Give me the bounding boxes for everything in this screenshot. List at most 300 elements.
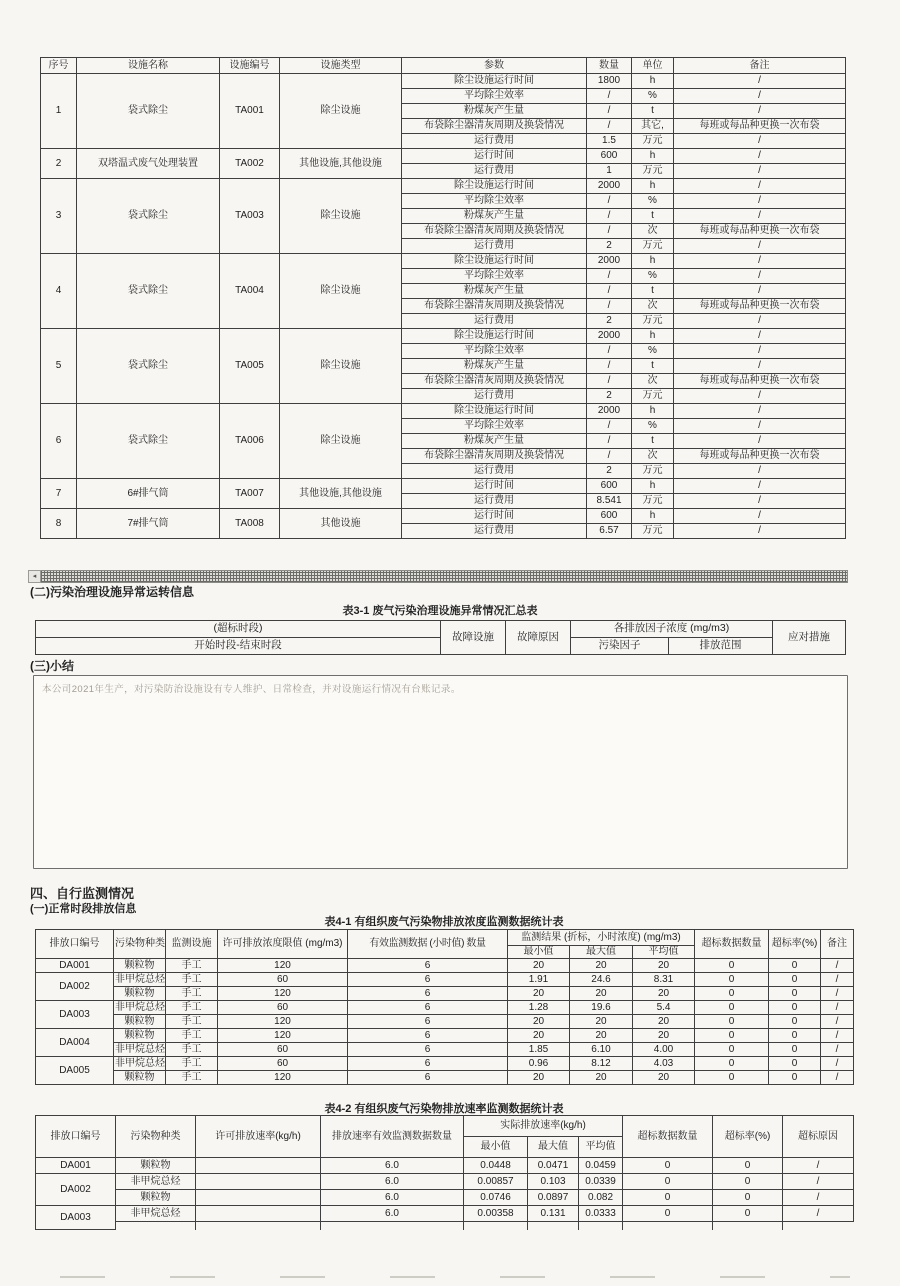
param-cell: 600	[587, 509, 632, 524]
value-cell: 手工	[166, 1057, 218, 1071]
value-cell: 0	[623, 1158, 713, 1174]
table42-title: 表4-2 有组织废气污染物排放速率监测数据统计表	[324, 1103, 564, 1115]
param-cell: /	[587, 269, 632, 284]
header-min: 最小值	[464, 1137, 528, 1158]
param-cell: 平均除尘效率	[402, 89, 587, 104]
value-cell	[713, 1222, 783, 1230]
value-cell	[321, 1222, 464, 1230]
param-cell: 1.5	[587, 134, 632, 149]
header-pollutant-type: 污染物种类	[116, 1116, 196, 1158]
param-cell: 除尘设施运行时间	[402, 404, 587, 419]
value-cell: 0.0746	[464, 1190, 528, 1206]
value-cell: 0	[769, 973, 821, 987]
header-period-bottom: 开始时段-结束时段	[36, 638, 441, 655]
param-cell: 布袋除尘器清灰周期及换袋情况	[402, 119, 587, 134]
section4-heading: 四、自行监测情况	[30, 886, 135, 901]
param-cell: /	[587, 359, 632, 374]
value-cell: 120	[218, 1015, 348, 1029]
param-cell: /	[674, 404, 846, 419]
param-cell: 600	[587, 479, 632, 494]
param-cell: /	[587, 224, 632, 239]
value-cell: 6.0	[321, 1190, 464, 1206]
value-cell: 0	[695, 1015, 769, 1029]
param-cell: 万元	[632, 134, 674, 149]
value-cell: 6	[348, 987, 508, 1001]
header-avg: 平均值	[633, 946, 695, 959]
param-cell: /	[674, 134, 846, 149]
value-cell: 20	[508, 1015, 570, 1029]
param-cell: /	[674, 524, 846, 539]
param-cell: 布袋除尘器清灰周期及换袋情况	[402, 449, 587, 464]
column-header: 设施类型	[280, 58, 402, 74]
param-cell: 平均除尘效率	[402, 419, 587, 434]
value-cell: 1.91	[508, 973, 570, 987]
value-cell: /	[783, 1158, 854, 1174]
param-cell: 万元	[632, 524, 674, 539]
header-factor-group: 各排放因子浓度 (mg/m3)	[571, 621, 773, 638]
value-cell: 6.10	[570, 1043, 633, 1057]
table31-title: 表3-1 废气污染治理设施异常情况汇总表	[342, 605, 538, 617]
value-cell: 120	[218, 987, 348, 1001]
param-cell: /	[587, 344, 632, 359]
value-cell: 8.12	[570, 1057, 633, 1071]
outlet-id: DA003	[36, 1001, 114, 1029]
facility-name: 袋式除尘	[77, 74, 220, 149]
facility-name: 6#排气筒	[77, 479, 220, 509]
value-cell: 手工	[166, 1001, 218, 1015]
param-cell: /	[674, 464, 846, 479]
value-cell: 6	[348, 973, 508, 987]
param-cell: h	[632, 479, 674, 494]
param-cell: 万元	[632, 239, 674, 254]
param-cell: /	[587, 284, 632, 299]
value-cell: 0	[713, 1206, 783, 1222]
facility-table	[40, 57, 846, 539]
value-cell: 颗粒物	[114, 1071, 166, 1085]
value-cell: 颗粒物	[114, 1015, 166, 1029]
param-cell: /	[674, 344, 846, 359]
value-cell: /	[821, 1057, 854, 1071]
param-cell: 2	[587, 314, 632, 329]
facility-code: TA005	[220, 329, 280, 404]
param-cell: 运行费用	[402, 164, 587, 179]
facility-code: TA006	[220, 404, 280, 479]
value-cell: 0.0459	[579, 1158, 623, 1174]
facility-no: 3	[41, 179, 77, 254]
value-cell: 20	[570, 987, 633, 1001]
param-cell: 600	[587, 149, 632, 164]
value-cell: 20	[570, 1029, 633, 1043]
value-cell: /	[821, 1029, 854, 1043]
param-cell: /	[674, 494, 846, 509]
value-cell: 19.6	[570, 1001, 633, 1015]
param-cell: 2000	[587, 404, 632, 419]
value-cell: 0.00358	[464, 1206, 528, 1222]
value-cell: 0	[769, 1057, 821, 1071]
facility-name: 袋式除尘	[77, 179, 220, 254]
value-cell: 0	[695, 1001, 769, 1015]
param-cell: 除尘设施运行时间	[402, 329, 587, 344]
facility-code: TA007	[220, 479, 280, 509]
param-cell: 每班或每品种更换一次布袋	[674, 449, 846, 464]
value-cell: 0.96	[508, 1057, 570, 1071]
value-cell: 0	[769, 987, 821, 1001]
param-cell: /	[674, 74, 846, 89]
param-cell: 布袋除尘器清灰周期及换袋情况	[402, 374, 587, 389]
header-monitor-device: 监测设施	[166, 930, 218, 959]
value-cell: 0	[769, 1015, 821, 1029]
param-cell: 2000	[587, 179, 632, 194]
value-cell: 0.082	[579, 1190, 623, 1206]
header-result-group: 监测结果 (折标，小时浓度) (mg/m3)	[508, 930, 695, 946]
outlet-id: DA002	[36, 1174, 116, 1206]
value-cell: 60	[218, 1001, 348, 1015]
param-cell: %	[632, 269, 674, 284]
param-cell: 万元	[632, 464, 674, 479]
value-cell: 120	[218, 1071, 348, 1085]
param-cell: 运行时间	[402, 479, 587, 494]
facility-name: 7#排气筒	[77, 509, 220, 539]
value-cell: 6	[348, 1057, 508, 1071]
param-cell: 1	[587, 164, 632, 179]
param-cell: 万元	[632, 389, 674, 404]
abnormal-summary-table	[35, 620, 846, 655]
value-cell: 120	[218, 1029, 348, 1043]
header-max: 最大值	[570, 946, 633, 959]
param-cell: 粉煤灰产生量	[402, 434, 587, 449]
param-cell: t	[632, 284, 674, 299]
value-cell: 24.6	[570, 973, 633, 987]
value-cell: 0	[769, 1043, 821, 1057]
param-cell: 粉煤灰产生量	[402, 359, 587, 374]
param-cell: 次	[632, 449, 674, 464]
value-cell: 0	[623, 1190, 713, 1206]
param-cell: h	[632, 254, 674, 269]
page-edge-artifact	[60, 1276, 850, 1278]
param-cell: 运行费用	[402, 524, 587, 539]
value-cell: 60	[218, 1057, 348, 1071]
value-cell: 非甲烷总烃	[115, 1043, 165, 1055]
value-cell: 非甲烷总烃	[116, 1174, 196, 1190]
param-cell: /	[587, 449, 632, 464]
column-header: 单位	[632, 58, 674, 74]
value-cell: 手工	[166, 959, 218, 973]
summary-text: 本公司2021年生产，对污染防治设施设有专人维护、日常检查，并对设施运行情况有台账记录。	[42, 684, 461, 695]
value-cell: 6.0	[321, 1174, 464, 1190]
value-cell: 0	[623, 1174, 713, 1190]
value-cell: /	[783, 1174, 854, 1190]
value-cell: 颗粒物	[116, 1190, 196, 1206]
value-cell: 手工	[166, 1071, 218, 1085]
column-header: 备注	[674, 58, 846, 74]
param-cell: h	[632, 149, 674, 164]
value-cell: 5.4	[633, 1001, 695, 1015]
value-cell	[196, 1222, 321, 1230]
param-cell: 布袋除尘器清灰周期及换袋情况	[402, 299, 587, 314]
data-row	[36, 1158, 854, 1174]
value-cell	[579, 1222, 623, 1230]
facility-type: 除尘设施	[280, 404, 402, 479]
header-valid-data-count: 排放速率有效监测数据数量	[321, 1116, 464, 1158]
data-row	[36, 987, 854, 1001]
param-cell: 2000	[587, 254, 632, 269]
facility-param-row	[41, 509, 846, 524]
value-cell	[196, 1174, 321, 1190]
value-cell: 非甲烷总烃	[115, 973, 165, 985]
value-cell: 手工	[166, 1015, 218, 1029]
header-outlet-id: 排放口编号	[36, 930, 114, 959]
value-cell: 20	[508, 959, 570, 973]
header-permit-limit: 许可排放浓度限值 (mg/m3)	[218, 930, 348, 959]
facility-param-row	[41, 329, 846, 344]
param-cell: /	[587, 209, 632, 224]
param-cell: 布袋除尘器清灰周期及换袋情况	[402, 224, 587, 239]
value-cell: 颗粒物	[116, 1158, 196, 1174]
param-cell: /	[674, 164, 846, 179]
param-cell: 平均除尘效率	[402, 194, 587, 209]
facility-header-row	[41, 58, 846, 74]
table41-body	[36, 959, 854, 1085]
concentration-monitor-table	[35, 929, 854, 1085]
column-header: 参数	[402, 58, 587, 74]
data-row	[36, 1057, 854, 1071]
param-cell: /	[587, 194, 632, 209]
param-cell: /	[674, 89, 846, 104]
outlet-id: DA001	[36, 959, 114, 973]
param-cell: 2000	[587, 329, 632, 344]
value-cell: 颗粒物	[114, 987, 166, 1001]
param-cell: /	[674, 419, 846, 434]
header-measures: 应对措施	[773, 621, 846, 655]
header-exceed-rate: 超标率(%)	[769, 930, 821, 959]
value-cell: 0	[695, 959, 769, 973]
param-cell: 除尘设施运行时间	[402, 74, 587, 89]
param-cell: 每班或每品种更换一次布袋	[674, 224, 846, 239]
param-cell: h	[632, 329, 674, 344]
column-header: 设施名称	[77, 58, 220, 74]
header-exceed-count: 超标数据数量	[695, 930, 769, 959]
scrollbar-track	[41, 570, 848, 583]
param-cell: 运行时间	[402, 509, 587, 524]
table42-body	[36, 1158, 854, 1230]
param-cell: 除尘设施运行时间	[402, 254, 587, 269]
param-cell: /	[674, 314, 846, 329]
value-cell: 0	[769, 1029, 821, 1043]
facility-code: TA002	[220, 149, 280, 179]
value-cell: /	[821, 987, 854, 1001]
value-cell: 4.03	[633, 1057, 695, 1071]
param-cell: /	[587, 104, 632, 119]
header-max: 最大值	[528, 1137, 579, 1158]
param-cell: /	[674, 479, 846, 494]
facility-code: TA004	[220, 254, 280, 329]
param-cell: 平均除尘效率	[402, 344, 587, 359]
section3-heading: (三)小结	[30, 659, 74, 673]
value-cell: 6.0	[321, 1206, 464, 1222]
facility-no: 4	[41, 254, 77, 329]
param-cell: h	[632, 509, 674, 524]
value-cell: 手工	[166, 1029, 218, 1043]
data-row	[36, 1206, 854, 1222]
param-cell: t	[632, 209, 674, 224]
facility-type: 除尘设施	[280, 254, 402, 329]
value-cell: 0.0471	[528, 1158, 579, 1174]
value-cell: 4.00	[633, 1043, 695, 1057]
value-cell: 6	[348, 1015, 508, 1029]
facility-no: 7	[41, 479, 77, 509]
value-cell: 1.28	[508, 1001, 570, 1015]
data-row	[36, 1029, 854, 1043]
param-cell: 平均除尘效率	[402, 269, 587, 284]
facility-name: 袋式除尘	[77, 254, 220, 329]
header-exceed-rate: 超标率(%)	[713, 1116, 783, 1158]
header-min: 最小值	[508, 946, 570, 959]
param-cell: 2	[587, 389, 632, 404]
param-cell: 万元	[632, 494, 674, 509]
value-cell: 20	[633, 1029, 695, 1043]
param-cell: /	[587, 419, 632, 434]
facility-param-row	[41, 179, 846, 194]
value-cell: 20	[508, 987, 570, 1001]
value-cell: 20	[633, 987, 695, 1001]
value-cell: 非甲烷总烃	[115, 1057, 165, 1069]
param-cell: 运行时间	[402, 149, 587, 164]
param-cell: /	[587, 434, 632, 449]
value-cell: 20	[633, 1071, 695, 1085]
header-exceed-reason: 超标原因	[783, 1116, 854, 1158]
outlet-id: DA002	[36, 973, 114, 1001]
param-cell: /	[587, 119, 632, 134]
facility-name: 袋式除尘	[77, 404, 220, 479]
value-cell: /	[821, 1071, 854, 1085]
value-cell: 0	[713, 1158, 783, 1174]
column-header: 序号	[41, 58, 77, 74]
param-cell: h	[632, 404, 674, 419]
value-cell	[623, 1222, 713, 1230]
param-cell: 除尘设施运行时间	[402, 179, 587, 194]
header-pollution-factor: 污染因子	[571, 638, 669, 655]
section4-subheading: (一)正常时段排放信息	[30, 903, 137, 915]
facility-no: 2	[41, 149, 77, 179]
value-cell: 60	[218, 1043, 348, 1057]
param-cell: /	[674, 239, 846, 254]
param-cell: 万元	[632, 164, 674, 179]
facility-param-row	[41, 149, 846, 164]
value-cell: /	[821, 1043, 854, 1057]
value-cell: 0	[713, 1190, 783, 1206]
facility-no: 8	[41, 509, 77, 539]
value-cell: 0	[713, 1174, 783, 1190]
param-cell: /	[674, 389, 846, 404]
param-cell: %	[632, 89, 674, 104]
param-cell: t	[632, 104, 674, 119]
value-cell: 0	[695, 1029, 769, 1043]
param-cell: 6.57	[587, 524, 632, 539]
data-row	[36, 973, 854, 987]
param-cell: 粉煤灰产生量	[402, 104, 587, 119]
param-cell: /	[674, 329, 846, 344]
header-permit-rate: 许可排放速率(kg/h)	[196, 1116, 321, 1158]
data-row	[36, 1174, 854, 1190]
value-cell: 颗粒物	[114, 1029, 166, 1043]
param-cell: 运行费用	[402, 494, 587, 509]
outlet-id: DA003	[36, 1206, 116, 1230]
param-cell: %	[632, 194, 674, 209]
facility-param-row	[41, 74, 846, 89]
facility-no: 5	[41, 329, 77, 404]
param-cell: 2	[587, 239, 632, 254]
value-cell: 0.131	[528, 1206, 579, 1222]
value-cell: 120	[218, 959, 348, 973]
value-cell: 0.00857	[464, 1174, 528, 1190]
param-cell: 1800	[587, 74, 632, 89]
param-cell: /	[587, 374, 632, 389]
value-cell: 0.0448	[464, 1158, 528, 1174]
data-row	[36, 1222, 854, 1230]
facility-type: 除尘设施	[280, 329, 402, 404]
facility-param-row	[41, 254, 846, 269]
param-cell: 运行费用	[402, 314, 587, 329]
data-row	[36, 1190, 854, 1206]
header-valid-data-count: 有效监测数据 (小时值) 数量	[348, 930, 508, 959]
value-cell: 6	[348, 1029, 508, 1043]
param-cell: /	[674, 509, 846, 524]
facility-param-row	[41, 404, 846, 419]
param-cell: h	[632, 179, 674, 194]
data-row	[36, 959, 854, 973]
horizontal-scrollbar	[28, 570, 848, 583]
param-cell: 万元	[632, 314, 674, 329]
value-cell: 非甲烷总烃	[116, 1206, 196, 1222]
data-row	[36, 1001, 854, 1015]
outlet-id: DA004	[36, 1029, 114, 1057]
facility-code: TA003	[220, 179, 280, 254]
value-cell: 手工	[166, 987, 218, 1001]
header-rate-group: 实际排放速率(kg/h)	[464, 1116, 623, 1137]
facility-type: 除尘设施	[280, 74, 402, 149]
data-row	[36, 1071, 854, 1085]
value-cell: 20	[633, 959, 695, 973]
section2-heading: (二)污染治理设施异常运转信息	[30, 585, 194, 599]
column-header: 数量	[587, 58, 632, 74]
facility-param-row	[41, 479, 846, 494]
param-cell: 次	[632, 299, 674, 314]
facility-type: 其他设施,其他设施	[280, 149, 402, 179]
header-avg: 平均值	[579, 1137, 623, 1158]
param-cell: 次	[632, 374, 674, 389]
value-cell: 0.0333	[579, 1206, 623, 1222]
table41-header-row-1	[36, 930, 854, 946]
param-cell: 运行费用	[402, 134, 587, 149]
facility-name: 双塔温式废气处理装置	[77, 149, 220, 179]
value-cell	[464, 1222, 528, 1230]
value-cell: 0.0339	[579, 1174, 623, 1190]
column-header: 设施编号	[220, 58, 280, 74]
param-cell: /	[587, 299, 632, 314]
value-cell: 20	[508, 1029, 570, 1043]
facility-no: 1	[41, 74, 77, 149]
param-cell: 每班或每品种更换一次布袋	[674, 374, 846, 389]
header-outlet-id: 排放口编号	[36, 1116, 116, 1158]
value-cell: 手工	[166, 973, 218, 987]
header-fault-reason: 故障原因	[506, 621, 571, 655]
param-cell: /	[674, 194, 846, 209]
header-pollutant-type: 污染物种类	[114, 930, 166, 959]
param-cell: 运行费用	[402, 464, 587, 479]
value-cell: /	[821, 973, 854, 987]
value-cell: 6	[348, 1001, 508, 1015]
value-cell: /	[783, 1190, 854, 1206]
